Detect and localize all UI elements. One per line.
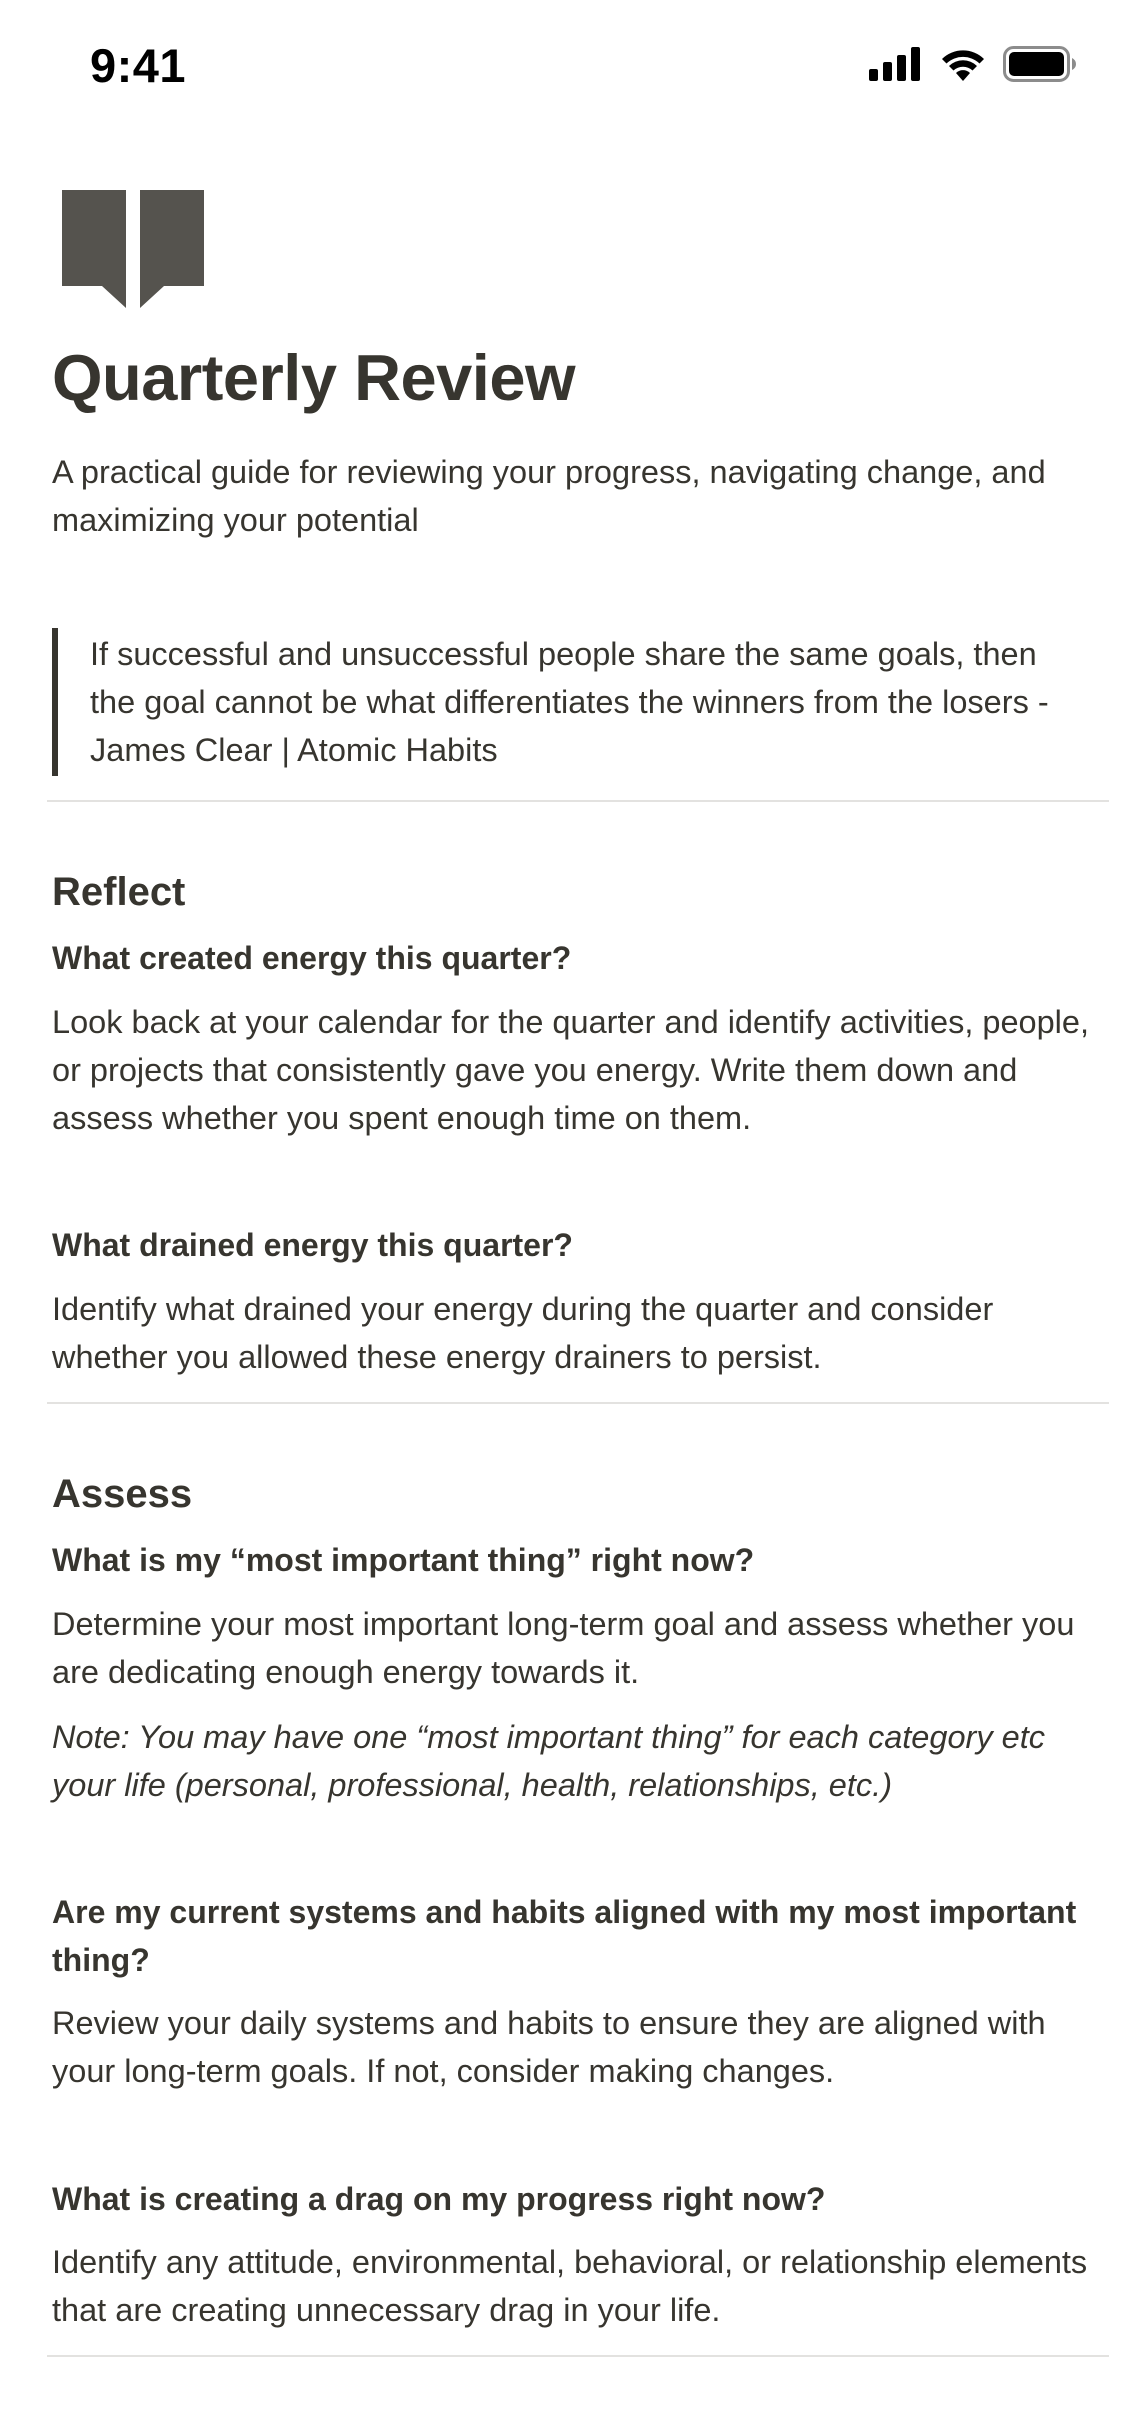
quote-line: If successful and unsuccessful people share the same goals, then: [90, 636, 1037, 672]
quote-block[interactable]: [52, 628, 1070, 776]
status-bar: [0, 0, 1125, 132]
divider: [47, 800, 1109, 802]
paragraph-drained-energy[interactable]: [52, 1285, 1102, 1381]
open-book-icon[interactable]: [62, 190, 204, 308]
paragraph-line: Identify what drained your energy during the quarter and consider: [52, 1291, 994, 1327]
section-heading-assess[interactable]: Assess: [52, 1472, 193, 1516]
status-time: 9:41: [90, 39, 187, 92]
quote-line: the goal cannot be what differentiates the winners from the losers -: [90, 684, 1049, 720]
quote-line: James Clear | Atomic Habits: [90, 732, 498, 768]
paragraph-line: assess whether you spent enough time on them.: [52, 1100, 752, 1136]
paragraph-line: Determine your most important long-term goal and assess whether you: [52, 1606, 1075, 1642]
page-subtitle[interactable]: [52, 448, 1082, 544]
note-most-important-thing[interactable]: [52, 1713, 1102, 1809]
section-heading-reflect[interactable]: Reflect: [52, 870, 186, 914]
paragraph-systems-habits[interactable]: [52, 1999, 1102, 2095]
wifi-icon: [939, 47, 987, 81]
paragraph-line: that are creating unnecessary drag in your life.: [52, 2292, 721, 2328]
paragraph-created-energy[interactable]: [52, 998, 1102, 1142]
divider: [47, 2355, 1109, 2357]
question-creating-drag[interactable]: What is creating a drag on my progress right now?: [52, 2181, 826, 2217]
page-title[interactable]: Quarterly Review: [52, 341, 576, 414]
paragraph-line: Look back at your calendar for the quarter and identify activities, people,: [52, 1004, 1090, 1040]
paragraph-line: or projects that consistently gave you energy. Write them down and: [52, 1052, 1018, 1088]
question-created-energy[interactable]: What created energy this quarter?: [52, 940, 572, 976]
paragraph-most-important-thing[interactable]: [52, 1600, 1102, 1696]
paragraph-line: are dedicating enough energy towards it.: [52, 1654, 640, 1690]
question-most-important-thing[interactable]: What is my “most important thing” right now?: [52, 1542, 755, 1578]
question-systems-habits[interactable]: Are my current systems and habits aligned with my most important thing?: [52, 1894, 1077, 1978]
subtitle-line: maximizing your potential: [52, 502, 419, 538]
paragraph-line: Identify any attitude, environmental, behavioral, or relationship elements: [52, 2244, 1088, 2280]
status-icons: [869, 46, 1077, 82]
battery-icon: [1003, 46, 1077, 82]
note-line: Note: You may have one “most important thing” for each category etc: [52, 1719, 1045, 1755]
paragraph-creating-drag[interactable]: [52, 2238, 1102, 2334]
paragraph-line: whether you allowed these energy drainers to persist.: [52, 1339, 822, 1375]
question-drained-energy[interactable]: What drained energy this quarter?: [52, 1227, 573, 1263]
paragraph-line: your long-term goals. If not, consider making changes.: [52, 2053, 835, 2089]
divider: [47, 1402, 1109, 1404]
note-line: your life (personal, professional, health, relationships, etc.): [52, 1767, 893, 1803]
paragraph-line: Review your daily systems and habits to ensure they are aligned with: [52, 2005, 1046, 2041]
cellular-signal-icon: [869, 47, 923, 81]
subtitle-line: A practical guide for reviewing your progress, navigating change, and: [52, 454, 1046, 490]
